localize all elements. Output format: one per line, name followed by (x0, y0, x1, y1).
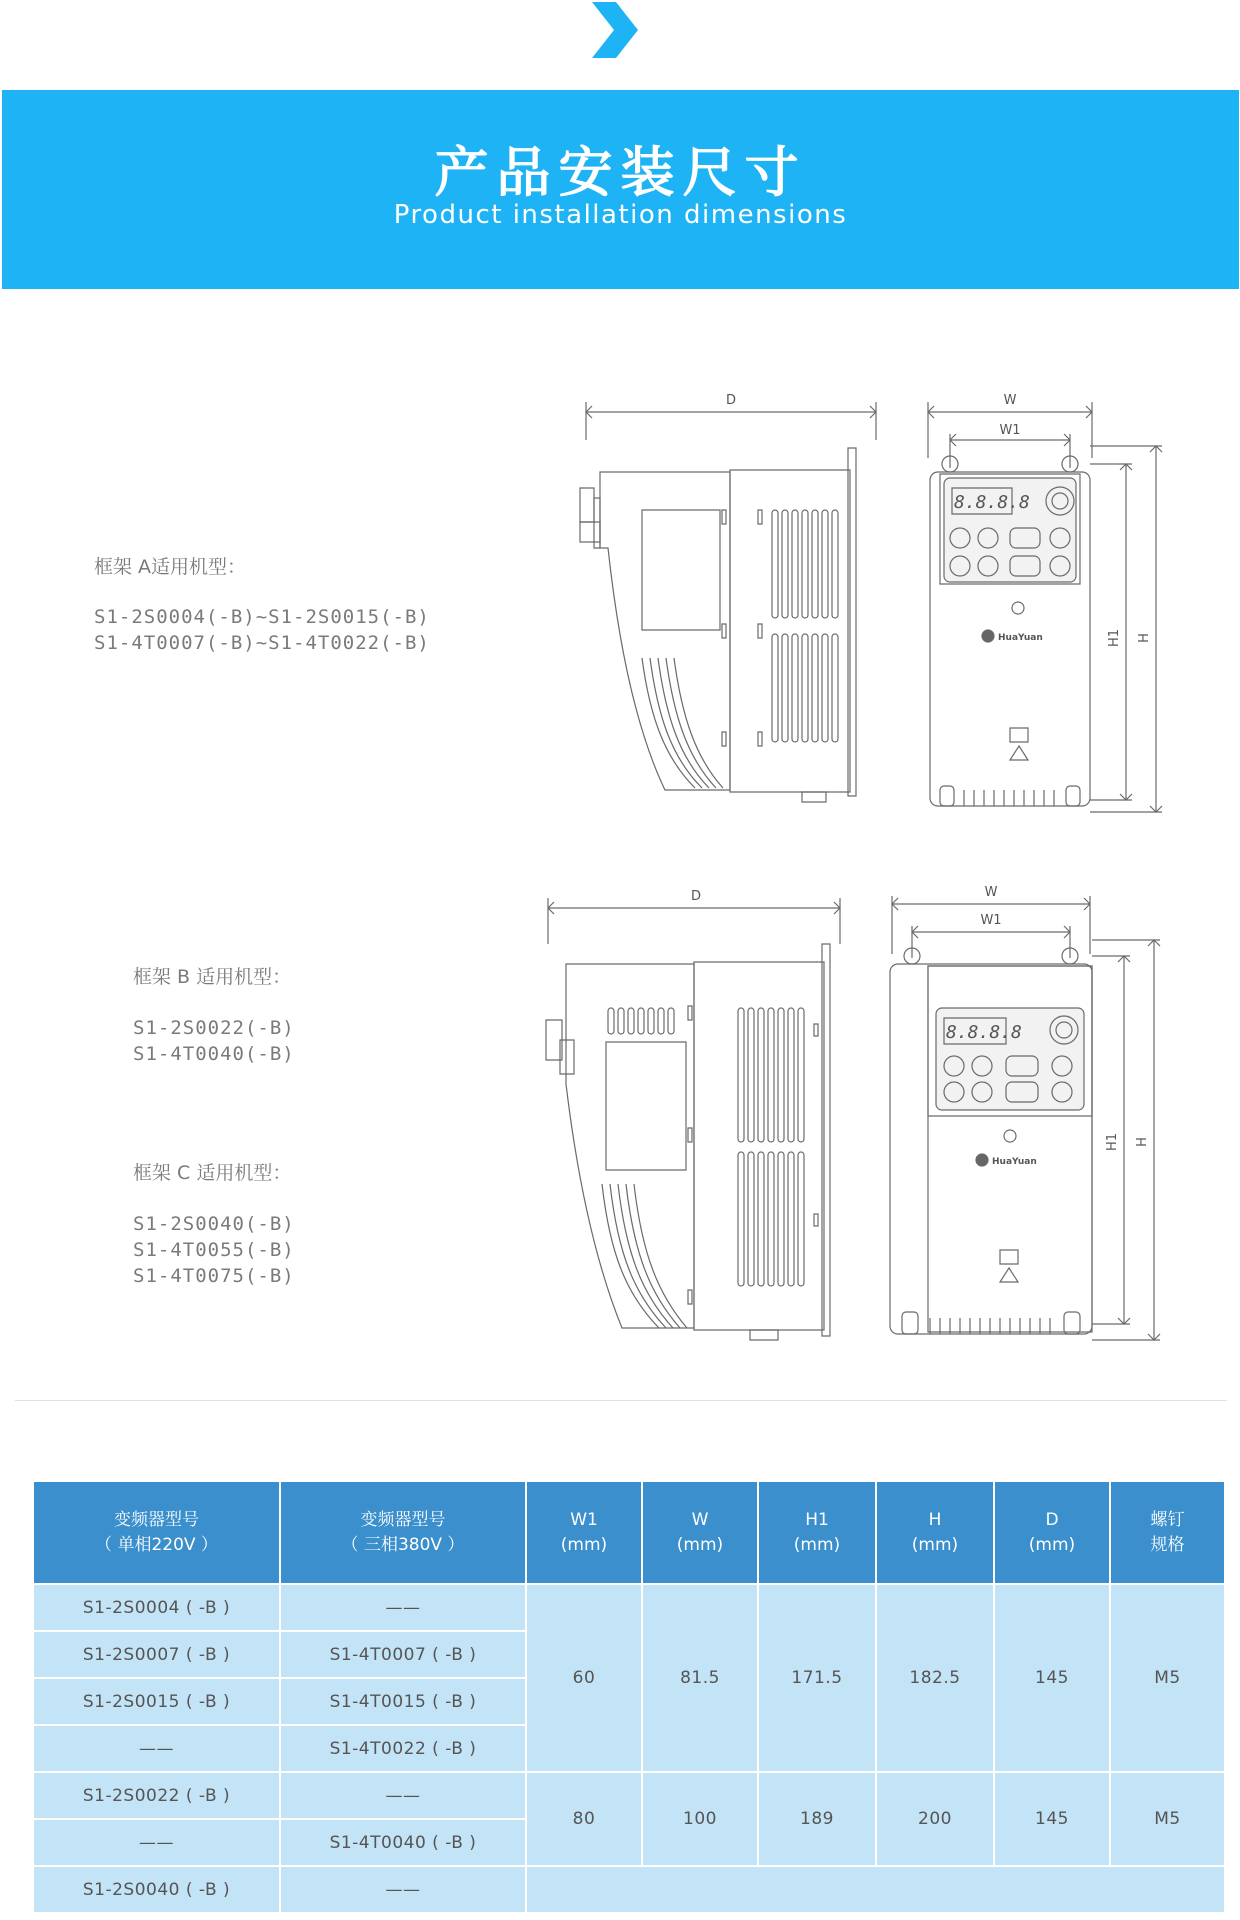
cell-model-220: S1-2S0022 ( -B ) (34, 1773, 279, 1818)
table-cell-empty (527, 1867, 1224, 1912)
frame-a-label: 框架 A适用机型： (94, 556, 247, 578)
cell-w: 81.5 (643, 1585, 757, 1771)
frame-b-label: 框架 B 适用机型： (133, 966, 292, 988)
cell-model-220: S1-2S0015 ( -B ) (34, 1679, 279, 1724)
drawing-label: H (1135, 1137, 1150, 1147)
table-row (34, 1585, 1224, 1630)
drawing-label: W (1003, 393, 1017, 408)
header-model-220: 变频器型号 （ 单相220V ） (34, 1482, 279, 1583)
frame-bc-front-view-drawing (888, 884, 1168, 1344)
frame-a-model: S1-2S0004(-B)~S1-2S0015(-B) (94, 606, 430, 628)
cell-model-220: S1-2S0040 ( -B ) (34, 1867, 279, 1912)
frame-a-models (94, 604, 430, 656)
cell-h1: 171.5 (759, 1585, 875, 1771)
header-screw: 螺钉 规格 (1111, 1482, 1224, 1583)
frame-bc-side-view-drawing (544, 884, 854, 1344)
drawing-label: H (1137, 633, 1152, 643)
cell-h: 182.5 (877, 1585, 993, 1771)
frame-c-label: 框架 C 适用机型： (133, 1162, 292, 1184)
svg-text:8.8.8.8: 8.8.8.8 (954, 492, 1030, 513)
header-h: H (mm) (877, 1482, 993, 1583)
dimension-table (32, 1480, 1226, 1914)
svg-text:HuaYuan: HuaYuan (998, 633, 1043, 643)
cell-model-380: —— (281, 1867, 525, 1912)
frame-a-front-view-drawing (920, 388, 1170, 818)
frame-a-side-view-drawing (580, 388, 880, 818)
cell-model-380: —— (281, 1585, 525, 1630)
frame-b-model: S1-2S0022(-B) (133, 1017, 295, 1039)
cell-screw: M5 (1111, 1585, 1224, 1771)
cell-w: 100 (643, 1773, 757, 1865)
drawing-label: H1 (1105, 1132, 1120, 1152)
drawing-label: H1 (1107, 628, 1122, 648)
cell-model-220: S1-2S0007 ( -B ) (34, 1632, 279, 1677)
header-w: W (mm) (643, 1482, 757, 1583)
cell-model-220: S1-2S0004 ( -B ) (34, 1585, 279, 1630)
cell-model-380: S1-4T0015 ( -B ) (281, 1679, 525, 1724)
frame-a-model: S1-4T0007(-B)~S1-4T0022(-B) (94, 632, 430, 654)
frame-c-model: S1-4T0055(-B) (133, 1239, 295, 1261)
svg-text:HuaYuan: HuaYuan (992, 1157, 1037, 1167)
frame-b-models (133, 1015, 295, 1067)
frame-b-model: S1-4T0040(-B) (133, 1043, 295, 1065)
cell-model-380: S1-4T0040 ( -B ) (281, 1820, 525, 1865)
section-banner (2, 90, 1239, 289)
cell-model-380: —— (281, 1773, 525, 1818)
header-w1: W1 (mm) (527, 1482, 641, 1583)
cell-model-380: S1-4T0022 ( -B ) (281, 1726, 525, 1771)
drawing-label: W1 (999, 423, 1021, 438)
table-row (34, 1867, 1224, 1912)
header-model-380: 变频器型号 （ 三相380V ） (281, 1482, 525, 1583)
svg-text:8.8.8.8: 8.8.8.8 (946, 1022, 1022, 1043)
frame-c-models (133, 1211, 295, 1289)
cell-model-220: —— (34, 1726, 279, 1771)
frame-c-model: S1-4T0075(-B) (133, 1265, 295, 1287)
cell-w1: 60 (527, 1585, 641, 1771)
header-d: D (mm) (995, 1482, 1109, 1583)
table-header-row (34, 1482, 1224, 1583)
drawing-label: D (690, 889, 702, 904)
cell-model-380: S1-4T0007 ( -B ) (281, 1632, 525, 1677)
drawing-label: W1 (980, 913, 1002, 928)
section-subtitle: Product installation dimensions (393, 200, 848, 230)
cell-model-220: —— (34, 1820, 279, 1865)
table-row (34, 1773, 1224, 1818)
cell-h: 200 (877, 1773, 993, 1865)
cell-h1: 189 (759, 1773, 875, 1865)
cell-w1: 80 (527, 1773, 641, 1865)
cell-d: 145 (995, 1585, 1109, 1771)
cell-screw: M5 (1111, 1773, 1224, 1865)
section-divider (15, 1400, 1227, 1401)
drawing-label: W (984, 885, 998, 900)
section-title: 产品安装尺寸 (434, 141, 807, 204)
chevron-right-icon (590, 2, 640, 58)
cell-d: 145 (995, 1773, 1109, 1865)
drawing-label: D (725, 393, 737, 408)
frame-c-model: S1-2S0040(-B) (133, 1213, 295, 1235)
header-h1: H1 (mm) (759, 1482, 875, 1583)
